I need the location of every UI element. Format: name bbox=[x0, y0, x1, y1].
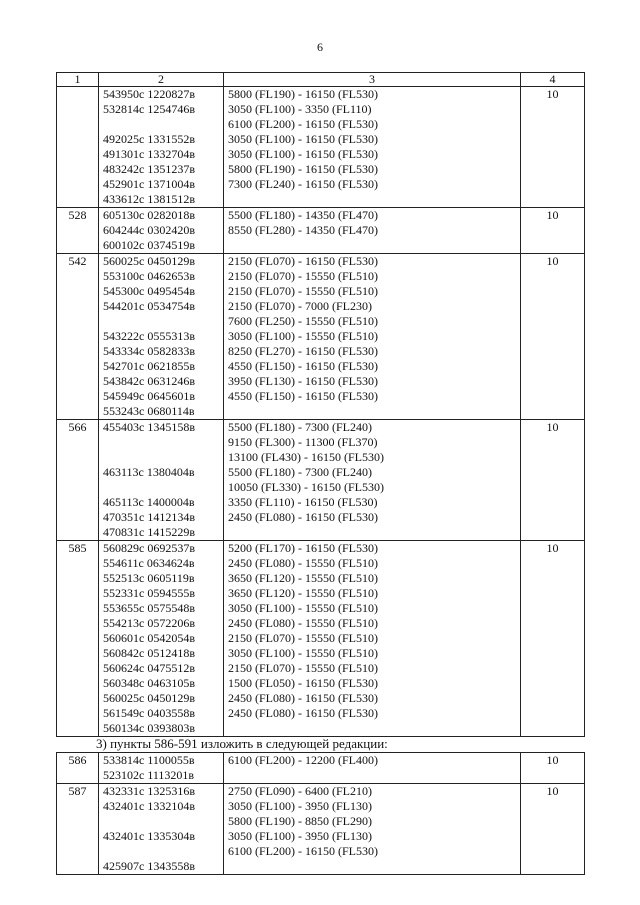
value-cell: 10 bbox=[521, 254, 585, 420]
value-cell: 10 bbox=[521, 784, 585, 875]
altitude-range: 3650 (FL120) - 15550 (FL510) bbox=[228, 586, 378, 600]
item-number: 528 bbox=[57, 208, 99, 254]
coordinate-point: 463113c 1380404в bbox=[103, 465, 195, 479]
altitude-range: 3050 (FL100) - 15550 (FL510) bbox=[228, 646, 378, 660]
altitude-range bbox=[228, 238, 520, 253]
coordinate-point: 560025c 0450129в bbox=[103, 691, 195, 705]
altitude-range: 5800 (FL190) - 16150 (FL530) bbox=[228, 162, 378, 176]
coordinate-point: 560025c 0450129в bbox=[103, 254, 195, 268]
item-number: 586 bbox=[57, 753, 99, 784]
altitude-range: 6100 (FL200) - 12200 (FL400) bbox=[228, 753, 378, 767]
altitude-range: 3650 (FL120) - 15550 (FL510) bbox=[228, 571, 378, 585]
coordinate-point: 491301c 1332704в bbox=[103, 147, 195, 161]
coordinates-cell bbox=[99, 87, 224, 208]
table-row bbox=[57, 420, 585, 541]
altitude-range: 4550 (FL150) - 16150 (FL530) bbox=[228, 359, 378, 373]
header-col-3: 3 bbox=[224, 73, 521, 87]
coordinates-cell bbox=[99, 208, 224, 254]
altitude-range: 5500 (FL180) - 7300 (FL240) bbox=[228, 420, 372, 434]
coordinates-cell bbox=[99, 541, 224, 737]
coordinates-cell bbox=[99, 784, 224, 875]
altitude-range bbox=[228, 404, 520, 419]
coordinate-point bbox=[103, 450, 223, 465]
coordinate-point: 483242c 1351237в bbox=[103, 162, 195, 176]
altitude-range bbox=[228, 859, 520, 874]
value-cell: 10 bbox=[521, 420, 585, 541]
coordinate-point: 545300c 0495454в bbox=[103, 284, 195, 298]
coordinate-point: 532814c 1254746в bbox=[103, 102, 195, 116]
table-header-row bbox=[57, 73, 585, 87]
altitude-range: 3350 (FL110) - 16150 (FL530) bbox=[228, 495, 378, 509]
coordinate-point: 543334c 0582833в bbox=[103, 344, 195, 358]
altitude-range bbox=[228, 525, 520, 540]
coordinates-cell bbox=[99, 753, 224, 784]
coordinates-cell bbox=[99, 254, 224, 420]
altitude-range: 3050 (FL100) - 15550 (FL510) bbox=[228, 601, 378, 615]
coordinate-point bbox=[103, 480, 223, 495]
altitude-cell bbox=[224, 753, 521, 784]
coordinate-point: 545949c 0645601в bbox=[103, 389, 195, 403]
altitude-range: 3950 (FL130) - 16150 (FL530) bbox=[228, 374, 378, 388]
coordinate-point: 561549c 0403558в bbox=[103, 706, 195, 720]
coordinates-cell bbox=[99, 420, 224, 541]
item-number: 542 bbox=[57, 254, 99, 420]
altitude-range: 2450 (FL080) - 16150 (FL530) bbox=[228, 510, 378, 524]
coordinate-point: 560601c 0542054в bbox=[103, 631, 195, 645]
altitude-range: 2450 (FL080) - 16150 (FL530) bbox=[228, 691, 378, 705]
header-col-1: 1 bbox=[57, 73, 99, 87]
altitude-range: 2750 (FL090) - 6400 (FL210) bbox=[228, 784, 372, 798]
altitude-range bbox=[228, 768, 520, 783]
coordinate-point: 554611c 0634624в bbox=[103, 556, 195, 570]
altitude-range: 1500 (FL050) - 16150 (FL530) bbox=[228, 676, 378, 690]
coordinate-point: 523102c 1113201в bbox=[103, 768, 195, 782]
altitude-cell bbox=[224, 541, 521, 737]
coordinate-point: 543950c 1220827в bbox=[103, 87, 195, 101]
coordinate-point: 470831c 1415229в bbox=[103, 525, 195, 539]
altitude-range: 9150 (FL300) - 11300 (FL370) bbox=[228, 435, 378, 449]
altitude-range: 5200 (FL170) - 16150 (FL530) bbox=[228, 541, 378, 555]
coordinate-point: 470351c 1412134в bbox=[103, 510, 195, 524]
altitude-range: 3050 (FL100) - 16150 (FL530) bbox=[228, 132, 378, 146]
altitude-cell bbox=[224, 208, 521, 254]
altitude-range: 2150 (FL070) - 15550 (FL510) bbox=[228, 284, 378, 298]
item-number bbox=[57, 87, 99, 208]
coordinate-point bbox=[103, 314, 223, 329]
coordinate-point: 553243c 0680114в bbox=[103, 404, 195, 418]
altitude-range: 7600 (FL250) - 15550 (FL510) bbox=[228, 314, 378, 328]
header-col-4: 4 bbox=[521, 73, 585, 87]
coordinate-point: 553655c 0575548в bbox=[103, 601, 195, 615]
altitude-range bbox=[228, 192, 520, 207]
altitude-range: 2150 (FL070) - 15550 (FL510) bbox=[228, 661, 378, 675]
coordinate-point: 544201c 0534754в bbox=[103, 299, 195, 313]
altitude-range: 5800 (FL190) - 16150 (FL530) bbox=[228, 87, 378, 101]
coordinate-point: 543842c 0631246в bbox=[103, 374, 195, 388]
altitude-range: 2150 (FL070) - 7000 (FL230) bbox=[228, 299, 372, 313]
item-number: 587 bbox=[57, 784, 99, 875]
altitude-range: 3050 (FL100) - 3350 (FL110) bbox=[228, 102, 372, 116]
page-number: 6 bbox=[317, 40, 323, 54]
coordinate-point: 560842c 0512418в bbox=[103, 646, 195, 660]
coordinate-point: 432401c 1335304в bbox=[103, 829, 195, 843]
altitude-range: 3050 (FL100) - 16150 (FL530) bbox=[228, 147, 378, 161]
altitude-range: 2450 (FL080) - 15550 (FL510) bbox=[228, 556, 378, 570]
coordinate-point: 425907c 1343558в bbox=[103, 859, 195, 873]
altitude-range: 3050 (FL100) - 3950 (FL130) bbox=[228, 799, 372, 813]
coordinate-point: 432331c 1325316в bbox=[103, 784, 195, 798]
altitude-range: 13100 (FL430) - 16150 (FL530) bbox=[228, 450, 384, 464]
coordinate-point: 604244c 0302420в bbox=[103, 223, 195, 237]
altitude-range: 8550 (FL280) - 14350 (FL470) bbox=[228, 223, 378, 237]
altitude-range: 2150 (FL070) - 16150 (FL530) bbox=[228, 254, 378, 268]
coordinate-point: 560348c 0463105в bbox=[103, 676, 195, 690]
coordinate-point: 560134c 0393803в bbox=[103, 721, 195, 735]
coordinate-point: 543222c 0555313в bbox=[103, 329, 195, 343]
coordinate-point: 432401c 1332104в bbox=[103, 799, 195, 813]
item-number: 566 bbox=[57, 420, 99, 541]
coordinate-point: 465113c 1400004в bbox=[103, 495, 195, 509]
table-row bbox=[57, 541, 585, 737]
table-row bbox=[57, 753, 585, 784]
coordinate-point: 433612c 1381512в bbox=[103, 192, 195, 206]
value-cell: 10 bbox=[521, 208, 585, 254]
coordinate-point bbox=[103, 435, 223, 450]
coordinate-point: 552513c 0605119в bbox=[103, 571, 195, 585]
coordinate-point: 455403c 1345158в bbox=[103, 420, 195, 434]
coordinate-point: 560829c 0692537в bbox=[103, 541, 195, 555]
value-cell: 10 bbox=[521, 87, 585, 208]
altitude-cell bbox=[224, 420, 521, 541]
altitude-range: 2150 (FL070) - 15550 (FL510) bbox=[228, 631, 378, 645]
altitude-range: 10050 (FL330) - 16150 (FL530) bbox=[228, 480, 384, 494]
altitude-cell bbox=[224, 87, 521, 208]
altitude-range: 2150 (FL070) - 15550 (FL510) bbox=[228, 269, 378, 283]
altitude-range: 5500 (FL180) - 7300 (FL240) bbox=[228, 465, 372, 479]
coordinate-point: 560624c 0475512в bbox=[103, 661, 195, 675]
altitude-range: 3050 (FL100) - 3950 (FL130) bbox=[228, 829, 372, 843]
coordinate-point: 552331c 0594555в bbox=[103, 586, 195, 600]
altitude-range: 4550 (FL150) - 16150 (FL530) bbox=[228, 389, 378, 403]
altitude-range: 6100 (FL200) - 16150 (FL530) bbox=[228, 844, 378, 858]
altitude-range bbox=[228, 721, 520, 736]
airspace-table-amended bbox=[56, 752, 585, 875]
table-row bbox=[57, 784, 585, 875]
value-cell: 10 bbox=[521, 541, 585, 737]
coordinate-point: 492025c 1331552в bbox=[103, 132, 195, 146]
coordinate-point bbox=[103, 844, 223, 859]
altitude-range: 3050 (FL100) - 15550 (FL510) bbox=[228, 329, 378, 343]
coordinate-point bbox=[103, 117, 223, 132]
coordinate-point: 452901c 1371004в bbox=[103, 177, 195, 191]
item-number: 585 bbox=[57, 541, 99, 737]
table-row bbox=[57, 254, 585, 420]
altitude-range: 7300 (FL240) - 16150 (FL530) bbox=[228, 177, 378, 191]
altitude-cell bbox=[224, 784, 521, 875]
altitude-range: 8250 (FL270) - 16150 (FL530) bbox=[228, 344, 378, 358]
table-row bbox=[57, 208, 585, 254]
table-row bbox=[57, 87, 585, 208]
altitude-cell bbox=[224, 254, 521, 420]
altitude-range: 6100 (FL200) - 16150 (FL530) bbox=[228, 117, 378, 131]
coordinate-point: 600102c 0374519в bbox=[103, 238, 195, 252]
header-col-2: 2 bbox=[99, 73, 224, 87]
coordinate-point: 553100c 0462653в bbox=[103, 269, 195, 283]
altitude-range: 2450 (FL080) - 15550 (FL510) bbox=[228, 616, 378, 630]
altitude-range: 5800 (FL190) - 8850 (FL290) bbox=[228, 814, 372, 828]
coordinate-point bbox=[103, 814, 223, 829]
coordinate-point: 542701c 0621855в bbox=[103, 359, 195, 373]
coordinate-point: 533814c 1100055в bbox=[103, 753, 195, 767]
value-cell: 10 bbox=[521, 753, 585, 784]
altitude-range: 5500 (FL180) - 14350 (FL470) bbox=[228, 208, 378, 222]
coordinate-point: 554213c 0572206в bbox=[103, 616, 195, 630]
altitude-range: 2450 (FL080) - 16150 (FL530) bbox=[228, 706, 378, 720]
airspace-table bbox=[56, 72, 585, 737]
amendment-note: 3) пункты 586-591 изложить в следующей редакции: bbox=[96, 736, 388, 751]
coordinate-point: 605130c 0282018в bbox=[103, 208, 195, 222]
